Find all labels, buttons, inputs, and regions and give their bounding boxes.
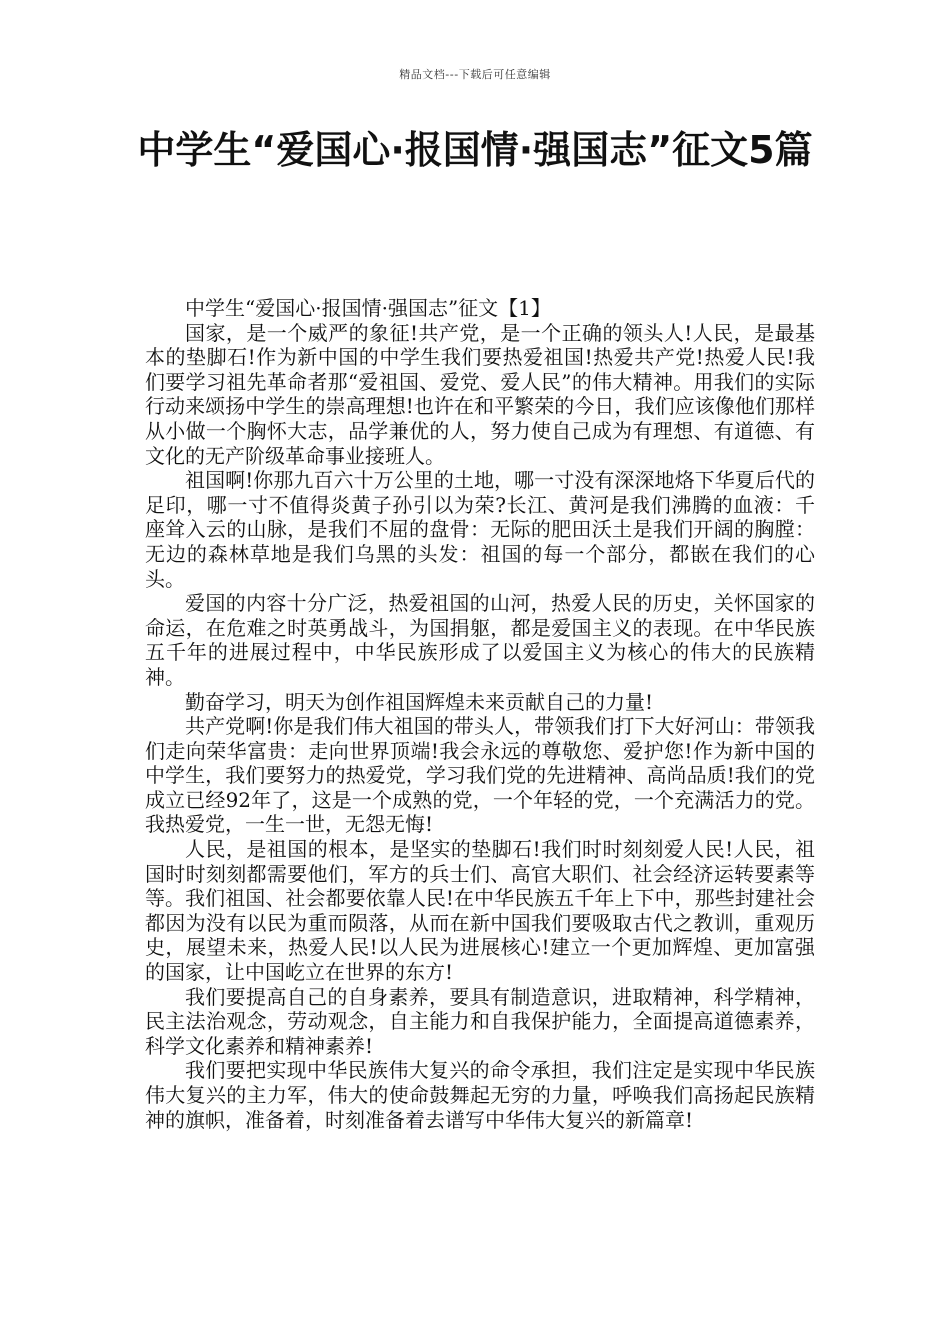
header-note: 精品文档---下载后可任意编辑 xyxy=(399,68,551,81)
document-title: 中学生“爱国心·报国情·强国志”征文5篇 xyxy=(137,128,813,172)
paragraph: 爱国的内容十分广泛，热爱祖国的山河，热爱人民的历史，关怀国家的命运，在危难之时英勇战斗，为国捐躯，都是爱国主义的表现。在中华民族五千年的进展过程中，中华民族形成了以爱国主义为核心的伟大的民族精神。 xyxy=(145,591,815,689)
section-heading: 中学生“爱国心·报国情·强国志”征文【1】 xyxy=(185,296,551,320)
paragraph: 我们要提高自己的自身素养，要具有制造意识，进取精神，科学精神，民主法治观念，劳动观念，自主能力和自我保护能力，全面提高道德素养，科学文化素养和精神素养! xyxy=(145,984,815,1058)
article-body xyxy=(145,296,815,1132)
paragraph: 国家，是一个威严的象征!共产党，是一个正确的领头人!人民，是最基本的垫脚石!作为新中国的中学生我们要热爱祖国!热爱共产党!热爱人民!我们要学习祖先革命者那“爱祖国、爱党、爱人民”的伟大精神。用我们的实际行动来颂扬中学生的崇高理想!也许在和平繁荣的今日，我们应该像他们那样从小做一个胸怀大志，品学兼优的人，努力使自己成为有理想、有道德、有文化的无产阶级革命事业接班人。 xyxy=(145,320,815,468)
paragraph: 我们要把实现中华民族伟大复兴的命令承担，我们注定是实现中华民族伟大复兴的主力军，伟大的使命鼓舞起无穷的力量，呼唤我们高扬起民族精神的旗帜，准备着，时刻准备着去谱写中华伟大复兴的新篇章! xyxy=(145,1058,815,1132)
paragraph: 勤奋学习，明天为创作祖国辉煌未来贡献自己的力量! xyxy=(185,689,654,714)
paragraph: 祖国啊!你那九百六十万公里的土地，哪一寸没有深深地烙下华夏后代的足印，哪一寸不值得炎黄子孙引以为荣?长江、黄河是我们沸腾的血液：千座耸入云的山脉，是我们不屈的盘骨：无际的肥田沃土是我们开阔的胸膛：无边的森林草地是我们乌黑的头发：祖国的每一个部分，都嵌在我们的心头。 xyxy=(145,468,815,591)
paragraph: 共产党啊!你是我们伟大祖国的带头人，带领我们打下大好河山：带领我们走向荣华富贵：走向世界顶端!我会永远的尊敬您、爱护您!作为新中国的中学生，我们要努力的热爱党，学习我们党的先进精神、高尚品质!我们的党成立已经92年了，这是一个成熟的党，一个年轻的党，一个充满活力的党。我热爱党，一生一世，无怨无悔! xyxy=(145,714,815,837)
paragraph: 人民，是祖国的根本，是坚实的垫脚石!我们时时刻刻爱人民!人民，祖国时时刻刻都需要他们，军方的兵士们、高官大职们、社会经济运转要素等等。我们祖国、社会都要依靠人民!在中华民族五千年上下中，那些封建社会都因为没有以民为重而陨落，从而在新中国我们要吸取古代之教训，重观历史，展望未来，热爱人民!以人民为进展核心!建立一个更加辉煌、更加富强的国家，让中国屹立在世界的东方! xyxy=(145,837,815,985)
